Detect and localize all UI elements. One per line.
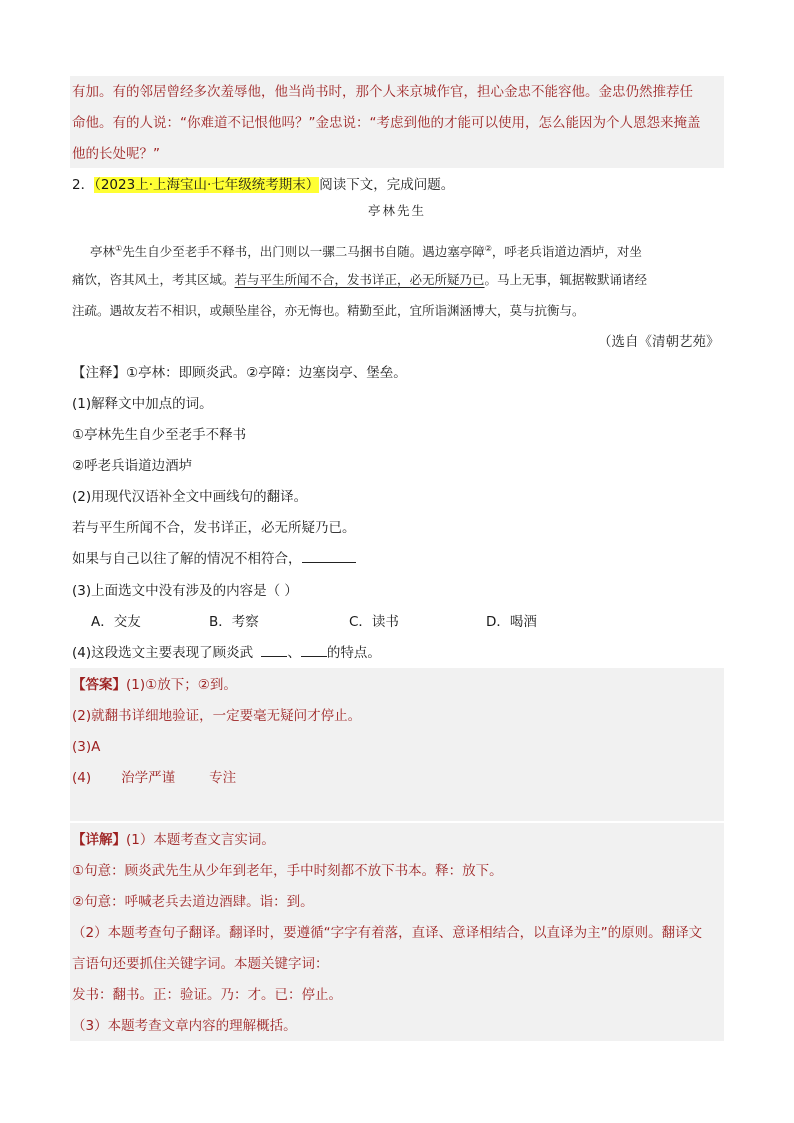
passage-text: 。马上无事，辄据鞍默诵诸经 — [484, 272, 648, 287]
footnote-mark: ① — [115, 244, 123, 253]
sub1-heading: (1)解释文中加点的词。 — [72, 396, 213, 412]
sub1-item-2: ②呼老兵诣道边酒垆 — [72, 458, 193, 474]
detail-1: (1）本题考查文言实词。 — [126, 832, 275, 848]
sub2-sentence: 若与平生所闻不合，发书详正，必无所疑乃已。 — [72, 520, 356, 536]
sub4-prefix: (4)这段选文主要表现了顾炎武 — [72, 645, 254, 661]
answer-tag: 【答案】 — [72, 677, 126, 693]
question-source: （2023上·上海宝山·七年级统考期末） — [94, 177, 320, 193]
passage-line-3: 注疏。遇故友若不相识，或颠坠崖谷，亦无悔也。精勤至此，宜所诣渊涵博大，莫与抗衡与。 — [72, 303, 585, 318]
answer-4-value-2: 专注 — [209, 770, 237, 786]
passage-text: 痛饮，咨其风土，考其区域。 — [72, 272, 235, 287]
answer-blank-2[interactable] — [301, 644, 327, 657]
detail-line-5: 言语句还要抓住关键字词。本题关键字词： — [72, 956, 329, 972]
underlined-sentence: 若与平生所闻不合，发书详正，必无所疑乃已 — [234, 272, 485, 287]
passage-citation: （选自《清朝艺苑》 — [598, 334, 720, 350]
answer-4-label: (4) — [72, 770, 92, 786]
passage-line-2 — [72, 270, 647, 290]
story-line-1: 有加。有的邻居曾经多次羞辱他，他当尚书时，那个人来京城作官，担心金忠不能容他。金忠仍然推荐任 — [72, 84, 693, 100]
footnote-mark: ② — [484, 244, 492, 253]
detail-line-6: 发书：翻书。正：验证。乃：才。已：停止。 — [72, 987, 342, 1003]
notes: 【注释】①亭林：即顾炎武。②亭障：边塞岗亭、堡垒。 — [72, 365, 407, 381]
option-a[interactable]: A．交友 — [91, 614, 141, 630]
question-header — [72, 175, 454, 195]
separator: 、 — [287, 645, 301, 661]
option-c[interactable]: C．读书 — [349, 614, 399, 630]
answer-4-value-1: 治学严谨 — [121, 770, 176, 786]
answer-line-4 — [72, 768, 236, 788]
sub1-item-1: ①亭林先生自少至老手不释书 — [72, 427, 247, 443]
sub4 — [72, 643, 381, 663]
detail-line-4: （2）本题考查句子翻译。翻译时，要遵循“字字有着落，直译、意译相结合，以直译为主”的原则。翻译文 — [72, 925, 703, 941]
passage-text: 先生自少至老手不释书，出门则以一骡二马捆书自随。遇边塞亭障 — [122, 244, 485, 260]
question-number: 2． — [72, 177, 95, 193]
detail-line-7: （3）本题考查文章内容的理解概括。 — [72, 1018, 297, 1034]
detail-line-1 — [72, 830, 275, 850]
story-line-2: 命他。有的人说：“你难道不记恨他吗？”金忠说：“考虑到他的才能可以使用，怎么能因为个人恩怨来掩盖 — [72, 115, 701, 131]
answer-blank-1[interactable] — [261, 644, 287, 657]
sub4-suffix: 的特点。 — [326, 645, 381, 661]
partial-translation: 如果与自己以往了解的情况不相符合， — [72, 551, 302, 567]
passage-title: 亭林先生 — [367, 203, 426, 218]
passage-text: 亭林 — [90, 244, 116, 260]
story-line-3: 他的长处呢？” — [72, 146, 160, 162]
answer-blank[interactable] — [302, 550, 356, 563]
sub3-heading: (3)上面选文中没有涉及的内容是（ ） — [72, 583, 298, 599]
option-d[interactable]: D．喝酒 — [486, 614, 537, 630]
detail-line-2: ①句意：顾炎武先生从少年到老年，手中时刻都不放下书本。释：放下。 — [72, 863, 503, 879]
answer-1: (1)①放下；②到。 — [126, 677, 237, 693]
passage-text: ，呼老兵诣道边酒垆，对坐 — [491, 244, 642, 260]
detail-tag: 【详解】 — [72, 832, 126, 848]
sub2-heading: (2)用现代汉语补全文中画线句的翻译。 — [72, 489, 308, 505]
answer-line-3: (3)A — [72, 739, 101, 755]
option-b[interactable]: B．考察 — [209, 614, 259, 630]
passage-line-1 — [90, 239, 642, 262]
answer-line-1 — [72, 675, 237, 695]
detail-line-3: ②句意：呼喊老兵去道边酒肆。诣：到。 — [72, 894, 314, 910]
question-prompt: 阅读下文，完成问题。 — [319, 177, 455, 193]
answer-line-2: (2)就翻书详细地验证，一定要毫无疑问才停止。 — [72, 708, 362, 724]
sub2-partial — [72, 549, 356, 569]
